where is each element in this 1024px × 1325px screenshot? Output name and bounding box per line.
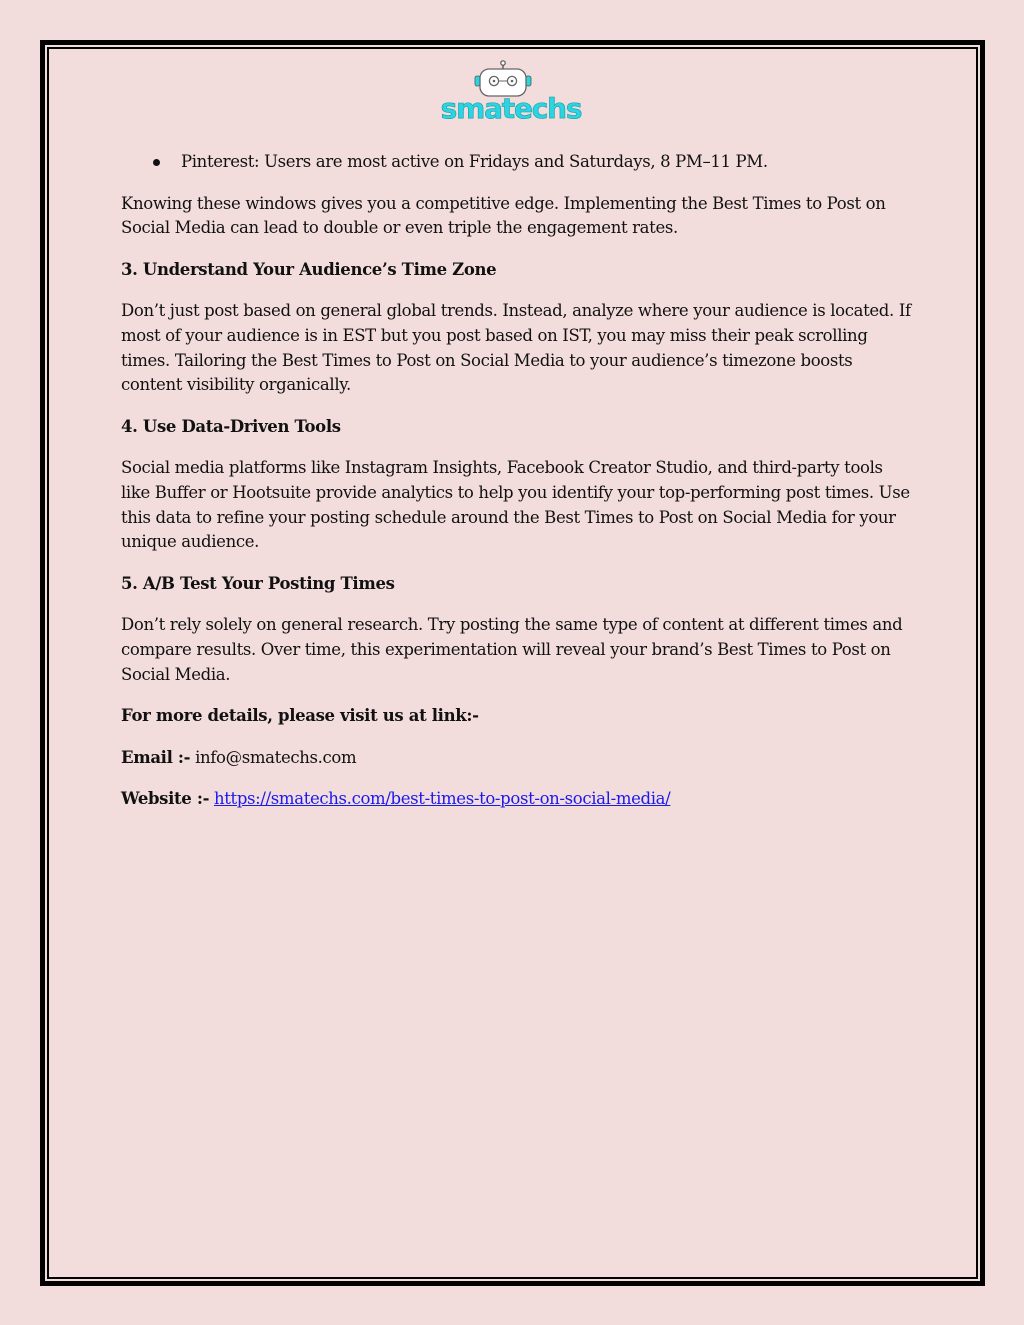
details-heading: For more details, please visit us at link:- xyxy=(121,706,479,726)
section-body-ab-test: Don’t rely solely on general research. Try posting the same type of content at different times and compare results. Over time, this experimentation will reveal your brand’s Best Times to Post on Social Media. xyxy=(121,615,903,684)
website-line xyxy=(121,787,911,812)
email-line xyxy=(121,746,911,771)
website-label: Website :- xyxy=(121,789,210,809)
section-body-timezone: Don’t just post based on general global trends. Instead, analyze where your audience is located. If most of your audience is in EST but you post based on IST, you may miss their peak scrolling times. Tailoring the Best Times to Post on Social Media to your audience’s timezone boosts content visibility organically. xyxy=(121,301,911,395)
bullet-list xyxy=(121,150,911,175)
document-content xyxy=(121,150,911,829)
section-heading-timezone: 3. Understand Your Audience’s Time Zone xyxy=(121,259,497,279)
section-heading-tools: 4. Use Data-Driven Tools xyxy=(121,416,341,436)
section-heading-ab-test: 5. A/B Test Your Posting Times xyxy=(121,573,395,593)
email-value: info@smatechs.com xyxy=(195,747,357,767)
bullet-dot-icon xyxy=(153,159,160,166)
section-body-tools: Social media platforms like Instagram Insights, Facebook Creator Studio, and third-party tools like Buffer or Hootsuite provide analytics to help you identify your top-performing post times. Use this data to refine your posting schedule around the Best Times to Post on Social Media for your unique audience. xyxy=(121,458,910,552)
smatechs-logo xyxy=(426,60,596,124)
bullet-item xyxy=(121,150,911,175)
bullet-text: Pinterest: Users are most active on Fridays and Saturdays, 8 PM–11 PM. xyxy=(181,152,768,171)
email-label: Email :- xyxy=(121,747,191,767)
logo-wordmark: smatechs xyxy=(440,92,582,124)
intro-paragraph: Knowing these windows gives you a competitive edge. Implementing the Best Times to Post on Social Media can lead to double or even triple the engagement rates. xyxy=(121,193,886,238)
website-link[interactable]: https://smatechs.com/best-times-to-post-on-social-media/ xyxy=(214,789,671,809)
